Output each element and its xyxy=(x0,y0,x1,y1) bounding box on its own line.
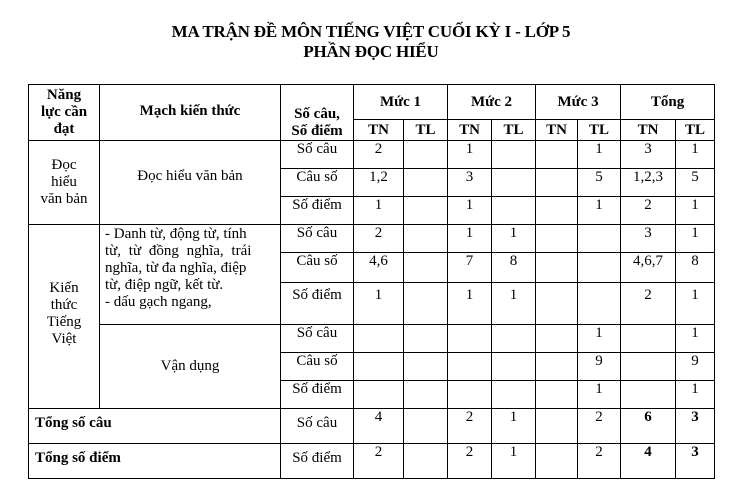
row-label: Số câu xyxy=(281,409,354,444)
header-total: Tổng xyxy=(621,85,715,120)
header-level-2: Mức 2 xyxy=(448,85,536,120)
cell: 3 xyxy=(621,141,676,169)
knowledge-cell: Đọc hiểu văn bản xyxy=(100,141,281,225)
cell xyxy=(536,381,578,409)
header-level-1: Mức 1 xyxy=(354,85,448,120)
page-title: MA TRẬN ĐỀ MÔN TIẾNG VIỆT CUỐI KỲ I - LỚP 5 xyxy=(171,22,571,41)
cell xyxy=(536,353,578,381)
row-label: Số điểm xyxy=(281,444,354,479)
row-label: Số điểm xyxy=(281,381,354,409)
test-matrix-table xyxy=(28,84,715,479)
cell: 9 xyxy=(578,353,621,381)
cell: 1 xyxy=(448,283,492,325)
cell xyxy=(492,353,536,381)
subheader-tl: TL xyxy=(578,120,621,141)
competency-cell xyxy=(29,141,100,225)
competency-line: Việt xyxy=(51,331,77,347)
cell xyxy=(536,225,578,253)
cell: 1 xyxy=(676,197,715,225)
cell xyxy=(448,325,492,353)
cell: 3 xyxy=(621,225,676,253)
total-title: Tổng số câu xyxy=(29,409,281,444)
cell xyxy=(492,141,536,169)
cell: 8 xyxy=(492,253,536,283)
subheader-tn: TN xyxy=(621,120,676,141)
cell: 2 xyxy=(578,444,621,479)
cell xyxy=(492,381,536,409)
cell xyxy=(404,283,448,325)
cell: 1 xyxy=(676,225,715,253)
cell xyxy=(536,141,578,169)
cell: 1 xyxy=(492,409,536,444)
page-subtitle: PHẦN ĐỌC HIỂU xyxy=(303,42,439,61)
cell: 1 xyxy=(492,283,536,325)
cell xyxy=(536,283,578,325)
cell: 1 xyxy=(676,325,715,353)
header-competency-line: lực cần xyxy=(40,104,88,120)
cell: 2 xyxy=(578,409,621,444)
cell: 4,6,7 xyxy=(621,253,676,283)
cell: 2 xyxy=(621,283,676,325)
header-competency-line: Năng xyxy=(46,87,82,103)
subheader-tl: TL xyxy=(492,120,536,141)
cell: 1 xyxy=(578,141,621,169)
subheader-tl: TL xyxy=(676,120,715,141)
cell: 3 xyxy=(676,409,715,444)
cell xyxy=(354,325,404,353)
header-competency xyxy=(29,85,100,141)
header-level-3: Mức 3 xyxy=(536,85,621,120)
cell xyxy=(621,381,676,409)
competency-line: thức xyxy=(50,297,78,313)
subheader-tn: TN xyxy=(536,120,578,141)
cell xyxy=(492,197,536,225)
header-knowledge: Mạch kiến thức xyxy=(100,85,281,141)
total-title: Tổng số điểm xyxy=(29,444,281,479)
cell xyxy=(404,141,448,169)
cell: 1 xyxy=(448,141,492,169)
knowledge-line: - Danh từ, động từ, tính xyxy=(105,226,247,242)
table-row xyxy=(29,225,715,253)
cell: 1 xyxy=(492,444,536,479)
cell: 1 xyxy=(676,141,715,169)
cell: 1,2 xyxy=(354,169,404,197)
cell: 1 xyxy=(354,283,404,325)
cell xyxy=(404,409,448,444)
cell xyxy=(404,169,448,197)
cell xyxy=(536,444,578,479)
cell: 6 xyxy=(621,409,676,444)
cell: 9 xyxy=(676,353,715,381)
cell xyxy=(354,381,404,409)
table-row xyxy=(29,141,715,169)
cell xyxy=(354,353,404,381)
cell: 2 xyxy=(354,225,404,253)
knowledge-line: từ, điệp ngữ, kết từ. xyxy=(105,277,224,293)
cell xyxy=(492,325,536,353)
cell: 2 xyxy=(621,197,676,225)
cell xyxy=(404,444,448,479)
cell xyxy=(578,283,621,325)
cell xyxy=(492,169,536,197)
row-label: Số điểm xyxy=(281,283,354,325)
cell: 7 xyxy=(448,253,492,283)
competency-line: Tiếng xyxy=(46,314,82,330)
cell: 1,2,3 xyxy=(621,169,676,197)
cell xyxy=(404,253,448,283)
cell xyxy=(448,381,492,409)
cell: 2 xyxy=(354,141,404,169)
competency-line: văn bản xyxy=(40,191,88,207)
cell: 1 xyxy=(492,225,536,253)
row-label: Câu số xyxy=(281,253,354,283)
cell: 4 xyxy=(354,409,404,444)
cell xyxy=(536,325,578,353)
row-label: Số câu xyxy=(281,225,354,253)
competency-cell xyxy=(29,225,100,409)
knowledge-line: từ, từ đồng nghĩa, trái xyxy=(105,243,252,259)
cell: 1 xyxy=(578,325,621,353)
cell xyxy=(536,169,578,197)
cell xyxy=(404,197,448,225)
cell: 3 xyxy=(676,444,715,479)
cell xyxy=(404,381,448,409)
cell: 8 xyxy=(676,253,715,283)
knowledge-cell: Vận dụng xyxy=(100,325,281,409)
header-competency-line: đạt xyxy=(53,121,75,137)
cell: 2 xyxy=(448,409,492,444)
cell xyxy=(621,353,676,381)
cell xyxy=(404,353,448,381)
cell: 5 xyxy=(676,169,715,197)
header-count-score xyxy=(281,85,354,141)
cell: 4,6 xyxy=(354,253,404,283)
cell: 1 xyxy=(676,283,715,325)
knowledge-line: - dấu gạch ngang, xyxy=(105,294,212,310)
subheader-tl: TL xyxy=(404,120,448,141)
row-label: Số điểm xyxy=(281,197,354,225)
row-label: Số câu xyxy=(281,141,354,169)
cell: 1 xyxy=(448,225,492,253)
cell: 1 xyxy=(448,197,492,225)
cell: 2 xyxy=(448,444,492,479)
competency-line: Đọc xyxy=(51,157,77,173)
cell xyxy=(578,253,621,283)
cell: 3 xyxy=(448,169,492,197)
cell xyxy=(621,325,676,353)
cell: 1 xyxy=(578,381,621,409)
cell: 2 xyxy=(354,444,404,479)
cell: 1 xyxy=(676,381,715,409)
knowledge-cell xyxy=(100,225,281,325)
knowledge-line: nghĩa, từ đa nghĩa, điệp xyxy=(105,260,247,276)
header-score-line: Số điểm xyxy=(291,123,343,139)
row-label: Câu số xyxy=(281,169,354,197)
competency-line: hiểu xyxy=(51,174,77,190)
header-row xyxy=(29,85,715,120)
cell: 5 xyxy=(578,169,621,197)
row-label: Câu số xyxy=(281,353,354,381)
competency-line: Kiến xyxy=(49,280,79,296)
cell xyxy=(536,409,578,444)
cell: 4 xyxy=(621,444,676,479)
subheader-tn: TN xyxy=(354,120,404,141)
cell xyxy=(404,225,448,253)
total-row xyxy=(29,409,715,444)
cell xyxy=(404,325,448,353)
total-row xyxy=(29,444,715,479)
cell: 1 xyxy=(578,197,621,225)
cell: 1 xyxy=(354,197,404,225)
cell xyxy=(578,225,621,253)
header-count-line: Số câu, xyxy=(294,106,340,122)
cell xyxy=(448,353,492,381)
cell xyxy=(536,197,578,225)
table-row xyxy=(29,325,715,353)
row-label: Số câu xyxy=(281,325,354,353)
subheader-tn: TN xyxy=(448,120,492,141)
cell xyxy=(536,253,578,283)
